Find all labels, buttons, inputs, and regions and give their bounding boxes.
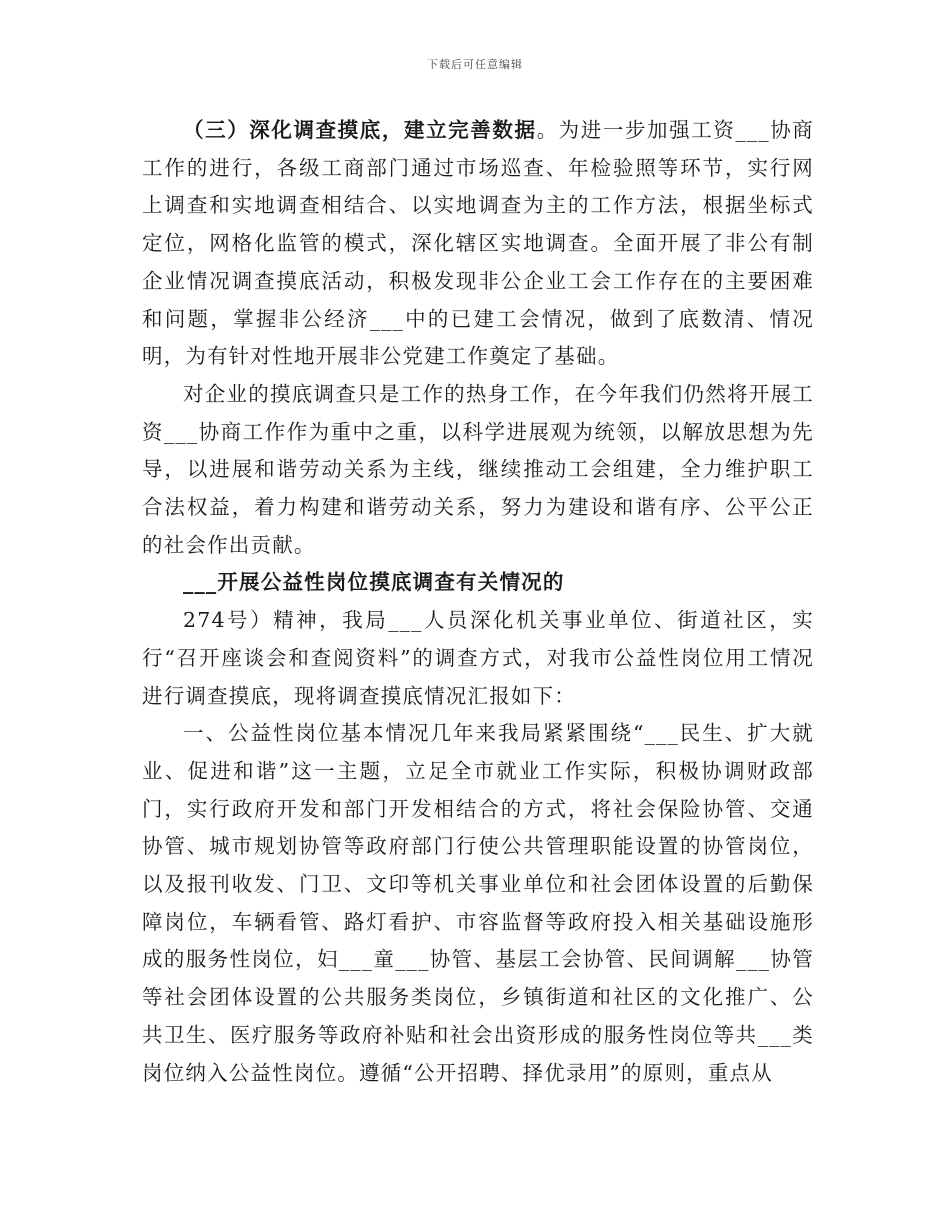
section-lead-heading: （三）深化调查摸底，建立完善数据: [183, 118, 537, 142]
page-header-note: 下载后可任意编辑: [427, 58, 523, 71]
paragraph-text: 。为进一步加强工资___协商工作的进行，各级工商部门通过市场巡查、年检验照等环节，实行网上调查和实地调查相结合、以实地调查为主的工作方法，根据坐标式定位，网格化监管的模式，深化辖区实地调查。全面开展了非公有制企业情况调查摸底活动，积极发现非公企业工会工作存在的主要困难和问题，掌握非公经济___中的已建工会情况，做到了底数清、情况明，为有针对性地开展非公党建工作奠定了基础。: [142, 118, 814, 369]
paragraph-basic-situation: 一、公益性岗位基本情况几年来我局紧紧围绕“___民生、扩大就业、促进和谐”这一主题，立足全市就业工作实际，积极协调财政部门，实行政府开发和部门开发相结合的方式，将社会保险协管、交通协管、城市规划协管等政府部门行使公共管理职能设置的协管岗位，以及报刊收发、门卫、文印等机关事业单位和社会团体设置的后勤保障岗位，车辆看管、路灯看护、市容监督等政府投入相关基础设施形成的服务性岗位，妇___童___协管、基层工会协管、民间调解___协管等社会团体设置的公共服务类岗位，乡镇街道和社区的文化推广、公共卫生、医疗服务等政府补贴和社会出资形成的服务性岗位等共___类岗位纳入公益性岗位。遵循“公开招聘、择优录用”的原则，重点从: [142, 721, 814, 1085]
paragraph-wage-negotiation: 对企业的摸底调查只是工作的热身工作，在今年我们仍然将开展工资___协商工作作为重中之重，以科学进展观为统领，以解放思想为先导，以进展和谐劳动关系为主线，继续推动工会组建，全力维护职工合法权益，着力构建和谐劳动关系，努力为建设和谐有序、公平公正的社会作出贡献。: [142, 381, 814, 557]
paragraph-investigation: [142, 112, 814, 376]
document-body: [142, 112, 814, 1092]
paragraph-survey-method: 274号）精神，我局___人员深化机关事业单位、街道社区，实行“召开座谈会和查阅资料”的调查方式，对我市公益性岗位用工情况进行调查摸底，现将调查摸底情况汇报如下：: [142, 608, 814, 708]
section-heading-public-welfare: ___开展公益性岗位摸底调查有关情况的: [183, 570, 565, 595]
